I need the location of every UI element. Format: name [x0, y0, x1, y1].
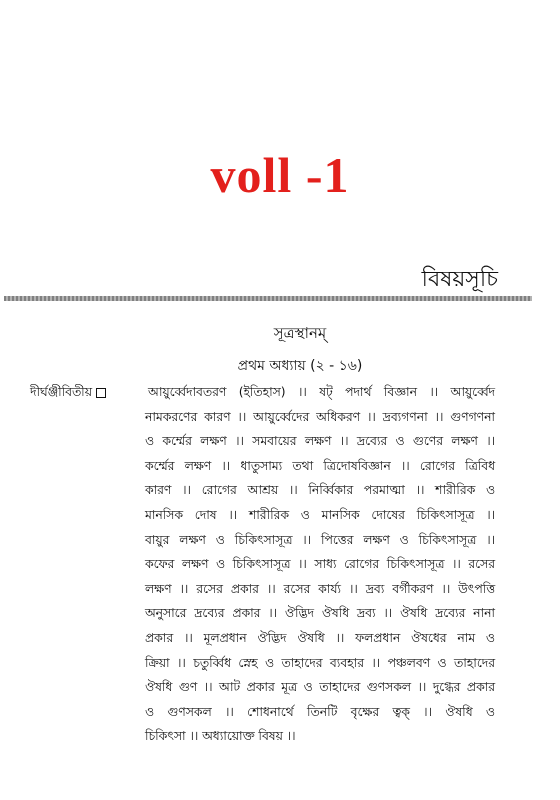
entry-line: ঔষধি গুণ ।। আট প্রকার মূত্র ও তাহাদের গুণসকল ।। দুগ্ধের প্রকার: [145, 680, 495, 695]
entry-label: [30, 380, 110, 405]
entry-line: বায়ুর লক্ষণ ও চিকিৎসাসূত্র ।। পিত্তের লক্ষণ ও চিকিৎসাসূত্র ।।: [145, 532, 495, 547]
section-title: সূত্রস্থানম্: [273, 324, 327, 342]
entry-line: ও গুণসকল ।। শোধনার্থে তিনটি বৃক্ষের ত্বক্ ।। ঔষধি ও: [145, 704, 495, 719]
entry-line: নামকরণের কারণ ।। আয়ুর্ব্বেদের অধিকরণ ।। দ্রব্যগণনা ।। গুণগণনা: [145, 409, 495, 424]
entry-line: মানসিক দোষ ।। শারীরিক ও মানসিক দোষের চিকিৎসাসূত্র ।।: [145, 507, 495, 522]
entry-line: অনুসারে দ্রব্যের প্রকার ।। ঔদ্ভিদ ঔষধি দ্রব্য ।। ঔষধি দ্রব্যের নানা: [145, 606, 495, 621]
entry-label-text: দীর্ঘঞ্জীবিতীয়: [30, 385, 92, 399]
entry-line: চিকিৎসা ।। অধ্যায়োক্ত বিষয় ।।: [145, 729, 296, 744]
chapter-title: প্রথম অধ্যায় (২ - ১৬): [237, 358, 363, 374]
entry-line: আয়ুর্ব্বেদাবতরণ (ইতিহাস) ।। ষট্ পদার্থ বিজ্ঞান ।। আয়ুর্ব্বেদ: [148, 385, 495, 399]
divider-rule: [4, 296, 532, 301]
checkbox-bullet-icon: [96, 388, 106, 398]
entry-line: কফের লক্ষণ ও চিকিৎসাসূত্র ।। সাধ্য রোগের চিকিৎসাসূত্র ।। রসের: [145, 557, 495, 572]
entry-line: ক্রিয়া ।। চতুর্ব্বিধ স্নেহ ও তাহাদের ব্যবহার ।। পঞ্চলবণ ও তাহাদের: [145, 655, 495, 670]
entry-line: কারণ ।। রোগের আশ্রয় ।। নির্ব্বিকার পরমাত্মা ।। শারীরিক ও: [145, 483, 495, 498]
entry-line: ও কর্ম্মের লক্ষণ ।। সমবায়ের লক্ষণ ।। দ্রব্যের ও গুণের লক্ষণ ।।: [145, 434, 495, 449]
entry-line: প্রকার ।। মূলপ্রধান ঔদ্ভিদ ঔষধি ।। ফলপ্রধান ঔষধের নাম ও: [145, 630, 495, 645]
index-heading: বিষয়সূচি: [421, 267, 498, 292]
entry-line: কর্ম্মের লক্ষণ ।। ধাতুসাম্য তথা ত্রিদোষবিজ্ঞান ।। রোগের ত্রিবিধ: [145, 458, 495, 473]
volume-title: voll -1: [210, 147, 350, 203]
entry-line: লক্ষণ ।। রসের প্রকার ।। রসের কার্য্য ।। দ্রব্য বর্গীকরণ ।। উৎপত্তি: [145, 581, 495, 596]
entry-topics: [145, 380, 495, 749]
